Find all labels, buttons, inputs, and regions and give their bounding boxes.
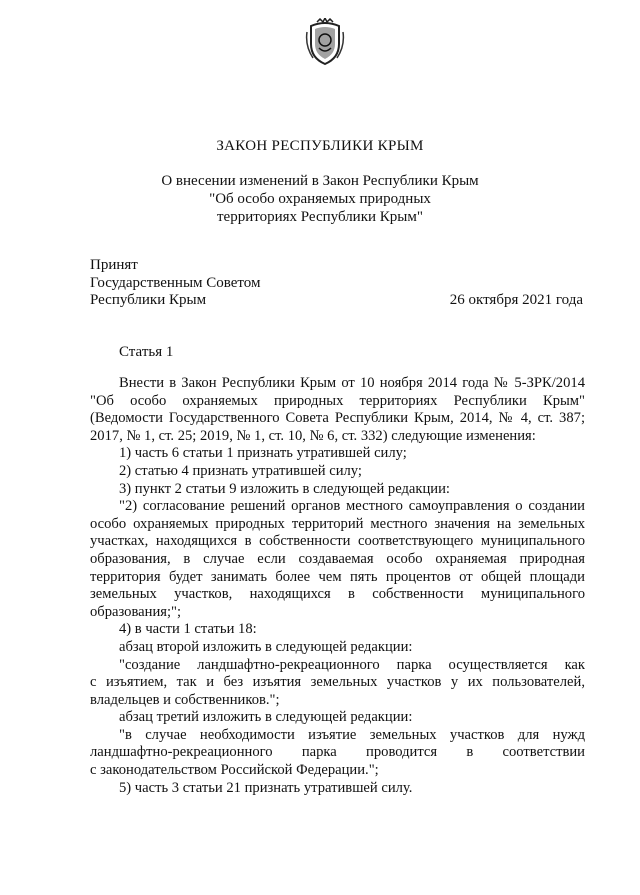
subtitle-line: территориях Республики Крым" xyxy=(217,209,423,225)
body-line: абзац третий изложить в следующей редакции: xyxy=(119,709,413,726)
body-line: "Об особо охраняемых природных территориях Республики Крым" xyxy=(90,392,585,409)
adoption-line: Республики Крым xyxy=(90,292,207,308)
body-line: 1) часть 6 статьи 1 признать утратившей силу; xyxy=(119,445,407,462)
body-line: 2017, № 1, ст. 25; 2019, № 1, ст. 10, № 6, ст. 332) следующие изменения: xyxy=(90,427,536,444)
body-line: участках, находящихся в собственности соответствующего муниципального xyxy=(90,533,585,550)
body-line: с изъятием, так и без изъятия земельных участков у их пользователей, xyxy=(90,674,585,691)
body-line: особо охраняемых природных территорий местного значения на земельных xyxy=(90,515,585,532)
body-line: образования;"; xyxy=(90,603,182,620)
article-body xyxy=(90,375,585,797)
body-line: (Ведомости Государственного Совета Республики Крым, 2014, № 4, ст. 387; xyxy=(90,410,585,427)
body-line: ландшафтно-рекреационного парка проводится в соответствии xyxy=(90,744,585,761)
body-line: "в случае необходимости изъятие земельных участков для нужд xyxy=(119,726,585,743)
article-heading: Статья 1 xyxy=(119,344,174,360)
subtitle-line: О внесении изменений в Закон Республики Крым xyxy=(161,173,479,189)
crimea-coat-of-arms-icon xyxy=(305,18,345,66)
body-line: образования, в случае если создаваемая особо охраняемая природная xyxy=(90,550,585,567)
body-line: 5) часть 3 статьи 21 признать утратившей силу. xyxy=(119,779,413,796)
body-line: абзац второй изложить в следующей редакции: xyxy=(119,638,413,655)
body-line: Внести в Закон Республики Крым от 10 ноября 2014 года № 5-ЗРК/2014 xyxy=(119,375,585,391)
adoption-date: 26 октября 2021 года xyxy=(449,292,583,308)
body-line: владельцев и собственников."; xyxy=(90,691,280,708)
adoption-line: Принят xyxy=(90,257,138,273)
subtitle-line: "Об особо охраняемых природных xyxy=(209,191,431,207)
adoption-block xyxy=(90,257,261,310)
body-line: 4) в части 1 статьи 18: xyxy=(119,621,257,638)
body-line: 3) пункт 2 статьи 9 изложить в следующей редакции: xyxy=(119,480,450,497)
body-line: "2) согласование решений органов местного самоуправления о создании xyxy=(119,498,585,515)
adoption-line: Государственным Советом xyxy=(90,274,261,291)
document-title: ЗАКОН РЕСПУБЛИКИ КРЫМ xyxy=(216,138,424,154)
body-line: "создание ландшафтно-рекреационного парка осуществляется как xyxy=(119,656,585,673)
body-line: 2) статью 4 признать утратившей силу; xyxy=(119,462,362,479)
body-line: территория будет занимать более чем пять процентов от общей площади xyxy=(90,568,585,585)
document-subtitle xyxy=(0,172,640,226)
body-line: земельных участков, находящихся в собственности муниципального xyxy=(90,586,585,603)
body-line: с законодательством Российской Федерации."; xyxy=(90,762,379,779)
